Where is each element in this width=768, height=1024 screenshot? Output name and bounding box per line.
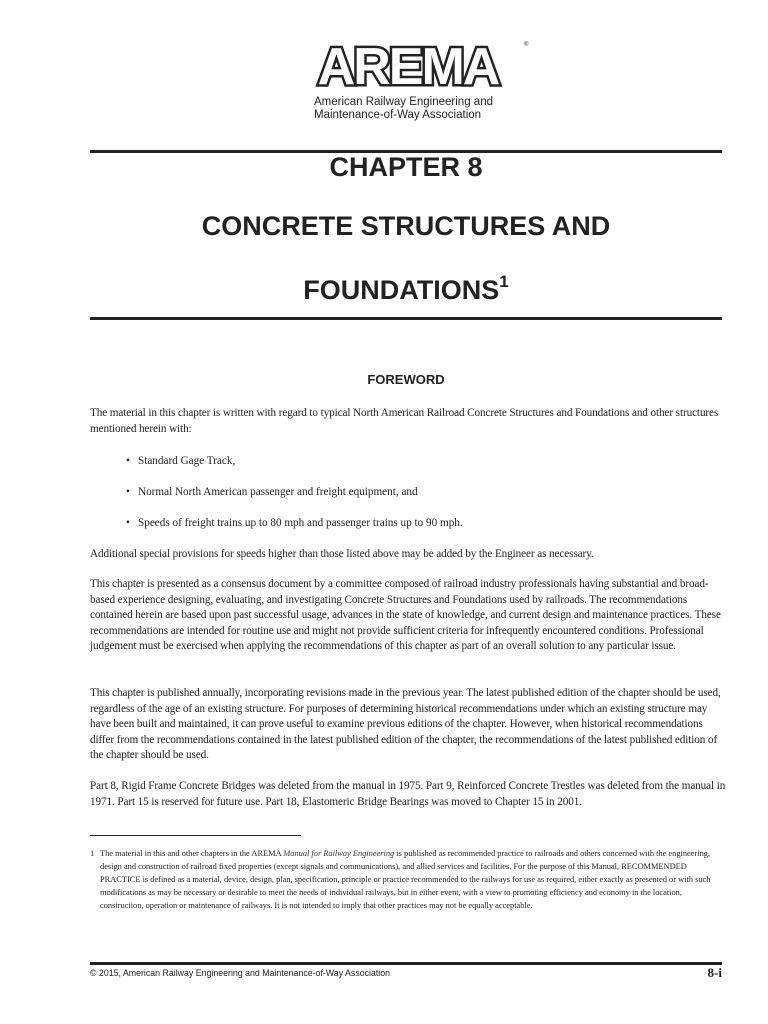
footnote-mark: 1 xyxy=(90,848,95,858)
bullet-dot: • xyxy=(126,486,130,498)
footnote-text xyxy=(90,847,722,912)
bullet-item xyxy=(126,454,235,470)
foreword-intro: The material in this chapter is written with regard to typical North American Railroad Concrete Structures and Foundations and other structures mentioned herein with: xyxy=(90,407,719,435)
association-name-line1: American Railway Engineering and xyxy=(314,96,493,108)
footnote-text-end: is published as recommended practice to railroads and others concerned with the engineering, design and construction of railroad fixed properties (except signals and communications), and allied services and facilities. For the purpose of this Manual, RECOMMENDED PRACTICE is defined as a material, device, design, plan, specification, principle or practice recommended to the railways for use as required, either exactly as presented or with such modifications as may be necessary or desirable to meet the needs of individual railways, but in either event, with a view to promoting efficiency and economy in the location, construction, operation or maintenance of railways. It is not intended to imply that other practices may not be equally acceptable. xyxy=(100,849,711,910)
page-number: 8-i xyxy=(707,965,722,980)
paragraph-deleted-parts: Part 8, Rigid Frame Concrete Bridges was deleted from the manual in 1975. Part 9, Reinforced Concrete Trestles was deleted from the manual in 1971. Part 15 is reserved for future use. Part 18, Elastomeric Bridge Bearings was moved to Chapter 15 in 2001. xyxy=(90,780,726,808)
association-name-line2: Maintenance-of-Way Association xyxy=(314,109,482,121)
footer-divider xyxy=(90,962,722,965)
association-name xyxy=(314,96,544,122)
footnote xyxy=(90,847,722,912)
footnote-text-start: The material in this and other chapters in the AREMA xyxy=(100,849,284,858)
chapter-title-text: FOUNDATIONS xyxy=(303,275,500,305)
bullet-item xyxy=(126,516,463,532)
paragraph-special-provisions: Additional special provisions for speeds higher than those listed above may be added by the Engineer as necessary. xyxy=(90,548,594,560)
bullet-dot: • xyxy=(126,455,130,467)
arema-logo-mark xyxy=(284,40,532,92)
manual-title: Manual for Railway Engineering xyxy=(283,849,395,858)
footnote-reference[interactable]: 1 xyxy=(499,272,509,291)
bullet-text: Normal North American passenger and freight equipment, and xyxy=(138,486,418,498)
chapter-title-line1: CONCRETE STRUCTURES AND xyxy=(201,211,611,241)
bullet-item xyxy=(126,485,418,501)
bullet-text: Speeds of freight trains up to 80 mph and passenger trains up to 90 mph. xyxy=(138,517,463,529)
arema-logo xyxy=(284,40,544,124)
svg-text:AREMA: AREMA xyxy=(317,40,499,92)
copyright-notice: © 2015, American Railway Engineering and Maintenance-of-Way Association xyxy=(90,968,391,978)
bullet-dot: • xyxy=(126,517,130,529)
arema-wordmark-icon xyxy=(284,40,532,92)
paragraph-annual-publication: This chapter is published annually, incorporating revisions made in the previous year. The latest published edition of the chapter should be used, regardless of the age of an existing structure. For purposes of determining historical recommendations under which an existing structure may have been built and maintained, it can prove useful to examine previous editions of the chapter. However, when historical recommendations differ from the recommendations contained in the latest published edition of the chapter, the recommendations of the latest published edition of the chapter should be used. xyxy=(90,687,721,761)
foreword-heading: FOREWORD xyxy=(367,372,445,387)
chapter-title-line2 xyxy=(90,272,722,306)
registered-mark: ® xyxy=(524,42,529,48)
chapter-number: CHAPTER 8 xyxy=(329,152,483,182)
paragraph-consensus-document: This chapter is presented as a consensus document by a committee composed of railroad industry professionals having substantial and broad-based experience designing, evaluating, and investigating Concrete Structures and Foundations used by railroads. The recommendations contained herein are based upon past successful usage, advances in the state of knowledge, and current design and maintenance practices. These recommendations are intended for routine use and might not provide sufficient criteria for infrequently encountered conditions. Professional judgement must be exercised when applying the recommendations of this chapter as part of an overall solution to any particular issue. xyxy=(90,578,721,652)
footnote-divider xyxy=(90,835,301,836)
title-divider xyxy=(90,317,722,320)
bullet-text: Standard Gage Track, xyxy=(138,455,236,467)
